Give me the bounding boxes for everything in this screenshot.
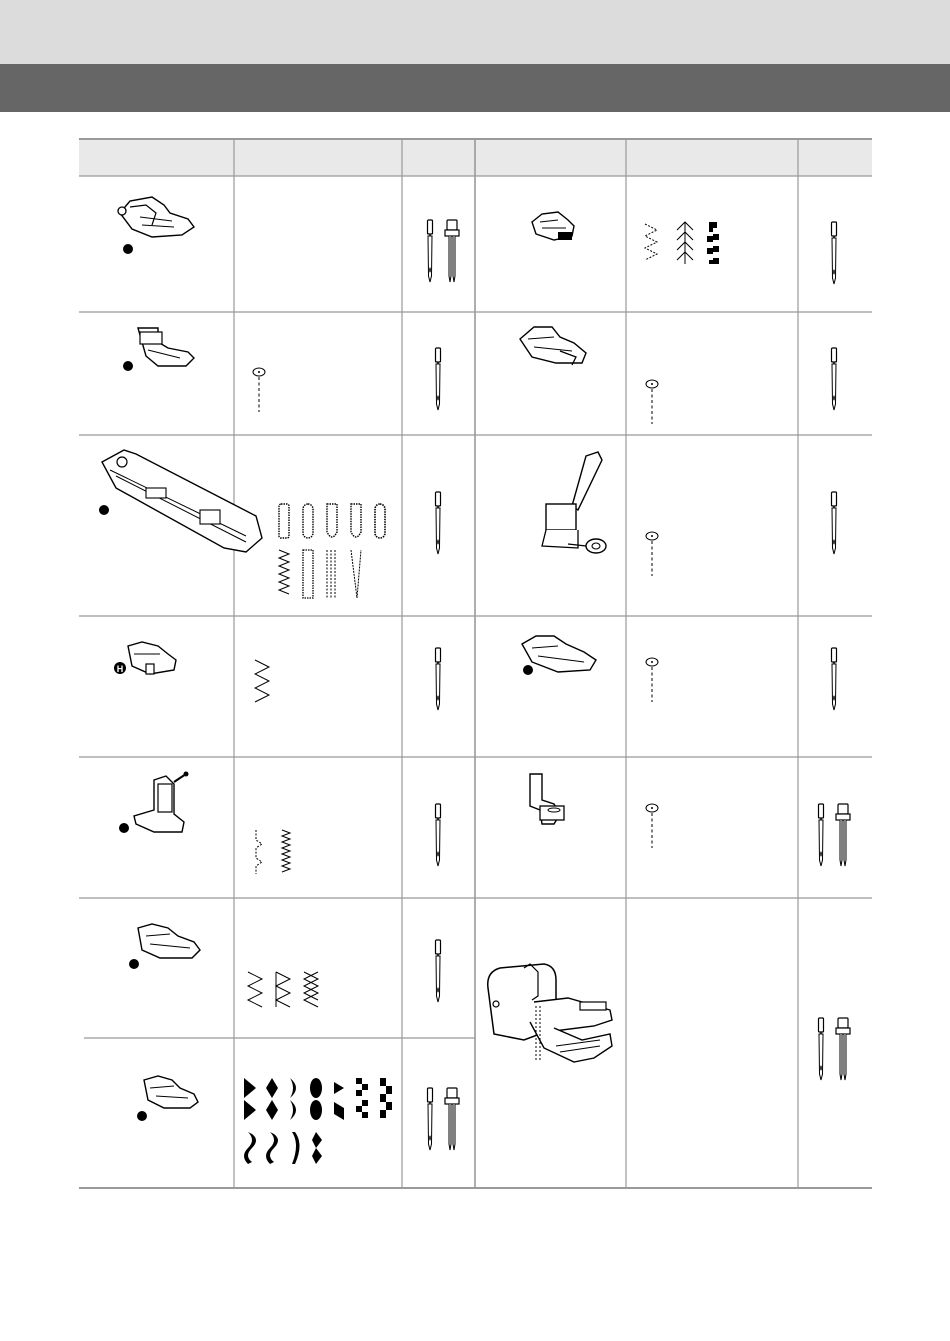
straight-stitch-icon xyxy=(646,658,658,702)
single-needle-icon xyxy=(832,348,837,410)
twin-needle-icon xyxy=(819,804,824,866)
zipper-foot-image xyxy=(123,328,194,371)
blind-stitch-foot-image xyxy=(119,772,189,834)
straight-stitch-icon xyxy=(646,380,658,424)
twin-needle-icon xyxy=(836,1018,850,1080)
foot-marker-dot xyxy=(119,823,129,833)
svg-text:H: H xyxy=(116,664,124,674)
zigzag-foot-image xyxy=(118,197,194,254)
foot-marker-dot xyxy=(523,665,533,675)
satin-stitch-foot-2-image xyxy=(137,1076,198,1121)
single-needle-icon xyxy=(832,492,837,554)
straight-stitch-icon xyxy=(646,532,658,576)
foot-marker-dot xyxy=(137,1111,147,1121)
twin-needle-icon xyxy=(819,1018,824,1080)
twin-needle-icon xyxy=(836,804,850,866)
satin-stitch-foot-image xyxy=(129,924,200,969)
twin-needle-icon xyxy=(428,220,433,282)
single-needle-icon xyxy=(832,648,837,710)
zigzag-stitch-icon xyxy=(255,660,269,702)
decorative-satin-stitches-icon xyxy=(244,1078,392,1164)
foot-marker-dot xyxy=(129,959,139,969)
walking-foot-image xyxy=(488,964,612,1062)
single-needle-icon xyxy=(445,220,459,282)
rolled-hem-foot-image xyxy=(520,327,586,365)
foot-marker-dot xyxy=(99,505,109,515)
single-needle-icon xyxy=(436,492,441,554)
straight-stitch-icon xyxy=(253,368,265,412)
foot-marker-dot xyxy=(123,361,133,371)
foot-marker-dot xyxy=(123,244,133,254)
triple-zigzag-stitches-icon xyxy=(248,972,318,1007)
darning-foot-image xyxy=(542,452,606,553)
straight-stitch-icon xyxy=(646,804,658,848)
cording-foot-image xyxy=(530,774,564,824)
twin-needle-icon xyxy=(445,1088,459,1150)
single-needle-icon xyxy=(436,804,441,866)
buttonhole-stitches-icon xyxy=(279,504,385,598)
decorative-stitches-icon xyxy=(645,222,719,264)
single-needle-icon xyxy=(436,648,441,710)
single-needle-icon xyxy=(436,348,441,410)
single-needle-icon xyxy=(436,940,441,1002)
single-needle-icon xyxy=(832,222,837,284)
straight-stitch-foot-image xyxy=(522,636,596,675)
monogramming-foot-image xyxy=(532,212,574,240)
twin-needle-icon xyxy=(428,1088,433,1150)
blind-stitches-icon xyxy=(256,830,290,874)
buttonhole-foot-image xyxy=(99,450,262,552)
overcasting-foot-image xyxy=(114,642,176,674)
